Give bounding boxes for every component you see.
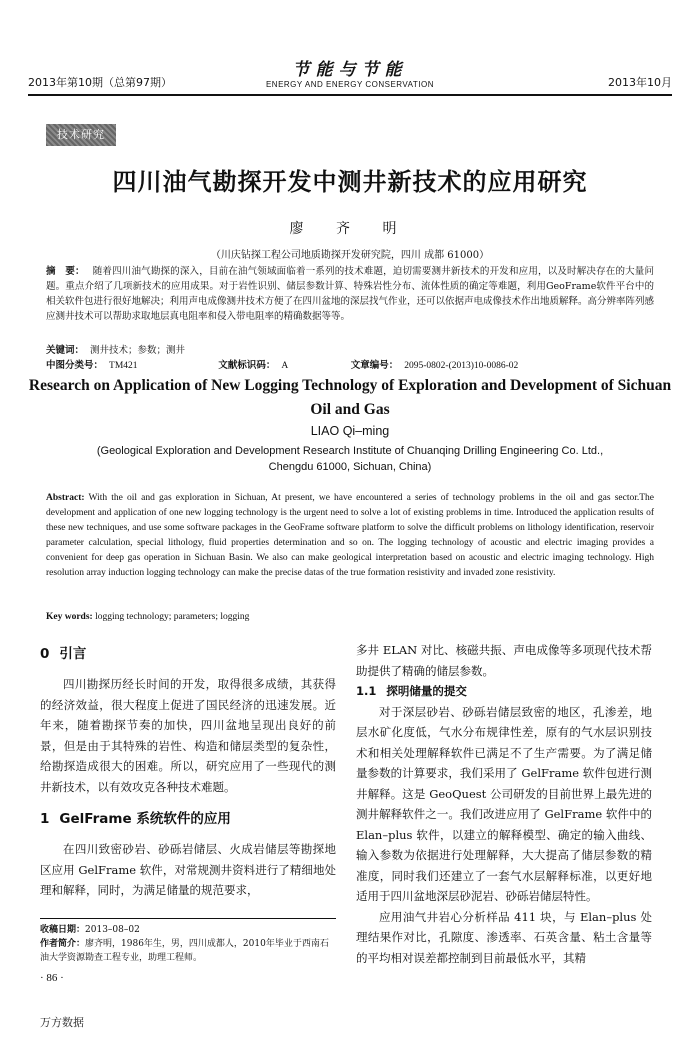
paper-title-cn: 四川油气勘探开发中测井新技术的应用研究 xyxy=(112,168,588,196)
abstract-cn xyxy=(46,264,654,324)
clc-value: TM421 xyxy=(109,361,138,371)
section-title: 引言 xyxy=(59,646,87,662)
author-en: LIAO Qi–ming xyxy=(310,424,390,438)
doc-code-value: A xyxy=(281,361,289,371)
article-no-value: 2095-0802-(2013)10-0086-02 xyxy=(404,361,519,371)
journal-title-en: ENERGY AND ENERGY CONSERVATION xyxy=(265,80,435,89)
body-column-right xyxy=(356,640,652,968)
watermark: 万方数据 xyxy=(40,1016,84,1029)
author-bio xyxy=(40,937,336,965)
received-label: 收稿日期： xyxy=(40,925,86,935)
paper-title-en: Research on Application of New Logging Technology of Exploration and Development of Sichuan Oil and Gas xyxy=(28,377,672,418)
abstract-en-text: With the oil and gas exploration in Sichuan, At present, we have encountered a series of technology problems in the oil and gas sector.The development and application of one new logging technology is the urgent need to solve a lot of existing problems in time. Introduced the application results of these new techniques, and use some software packages in the GeoFrame software platform to solve the difficult problems on lithology identification, reservoir parameter calculation, special lithology, fluid properties determination and so on. The logging technology of acoustic and electric imaging provides a convenient for deep gas operation in Sichuan Basin. We also can make geological interpretation based on acoustic and electric imaging technology. High resolution array induction logging technology can make the precise datas of the true formation resistivity and invaded zone resistivity. xyxy=(46,493,654,578)
issue-date: 2013年10月 xyxy=(608,76,672,89)
page-header xyxy=(28,60,672,96)
author-bio-label: 作者简介： xyxy=(40,939,86,949)
section-number: 0 xyxy=(40,646,50,662)
issue-info: 2013年第10期（总第97期） xyxy=(28,76,172,89)
doc-code-item xyxy=(218,357,348,371)
affiliation-en-line2: Chengdu 61000, Sichuan, China) xyxy=(268,461,432,473)
page-number: · 86 · xyxy=(40,972,64,984)
keywords-en-label: Key words: xyxy=(46,612,93,622)
keywords-cn xyxy=(46,342,185,356)
section-heading-geoframe xyxy=(40,809,336,829)
keywords-en-text: logging technology; parameters; logging xyxy=(95,612,250,622)
keywords-cn-text: 测井技术；参数；测井 xyxy=(90,345,186,356)
journal-masthead xyxy=(28,60,672,90)
article-no-item xyxy=(351,357,519,371)
classification-row xyxy=(46,357,646,371)
affiliation-cn: （川庆钻探工程公司地质勘探开发研究院，四川 成都 61000） xyxy=(210,250,490,261)
abstract-cn-text: 随着四川油气勘探的深入，目前在油气领域面临着一系列的技术难题，迫切需要测井新技术的开发和应用，以及时解决存在的大量问题。重点介绍了几项新技术的应用成果。对于岩性识别、储层参数计算、特殊岩性分布、流体性质的确定等难题，利用GeoFrame软件平台中的相关软件包进行很好地解决；利用声电成像测井技术方便了在四川盆地的深层找气作业，还可以依据声电成像技术作出地质解释。高分辨率阵列感应测井技术可以帮助求取地层真电阻率和侵入带电阻率的精确数据等等。 xyxy=(46,266,655,322)
section-tag: 技术研究 xyxy=(46,124,116,146)
subsection-number: 1.1 xyxy=(356,684,377,698)
affiliation-en-line1: (Geological Exploration and Development Research Institute of Chuanqing Drilling Engineering Co. Ltd., xyxy=(96,445,604,457)
author-cn: 廖 齐 明 xyxy=(289,221,411,237)
section-heading-intro xyxy=(40,644,336,664)
footnote xyxy=(40,918,336,965)
geoframe-paragraph: 在四川致密砂岩、砂砾岩储层、火成岩储层等勘探地区应用 GelFrame 软件，对常规测井资料进行了精细地处理和解释，同时，为满足储量的规范要求， xyxy=(40,842,336,897)
reserves-paragraph-1: 对于深层砂岩、砂砾岩储层致密的地区，孔渗差，地层水矿化度低，气水分布规律性差，原有的气水层识别技术和相关处理解释软件已满足不了生产需要。为了满足储量参数的计算要求，我们采用了 GelFrame 软件包进行测井解释。这是 GeoQuest 公司研发的目前世界上最先进的测井解释软件之一。我们改进应用了 GelFrame 软件中的 Elan–plus 软件，以建立的解释模型、确定的输入曲线、输入参数为依据进行处理解释，大大提高了储层参数的精准度，同时我们还建立了一套气水层解释标准，以更好地适用于四川盆地深层砂泥岩、砂砾岩储层特性。 xyxy=(356,704,652,903)
intro-paragraph: 四川勘探历经长时间的开发，取得很多成绩，其获得的经济效益，很大程度上促进了国民经济的迅速发展。近年来，随着勘探节奏的加快，四川盆地呈现出良好的前景，但是由于其特殊的岩性、构造和储层类型的复杂性，给勘探造成很大的困难。所以，研究应用了一些现代的测井新技术，以有效攻克各种技术难题。 xyxy=(40,677,336,794)
subsection-title: 探明储量的提交 xyxy=(386,684,467,698)
abstract-en-label: Abstract: xyxy=(46,493,85,503)
continued-paragraph: 多井 ELAN 对比、核磁共振、声电成像等多项现代技术帮助提供了精确的储层参数。 xyxy=(356,643,652,678)
article-no-label: 文章编号： xyxy=(350,360,399,371)
author-bio-text: 廖齐明，1986年生，男，四川成都人，2010年毕业于西南石油大学资源勘查工程专业，助理工程师。 xyxy=(40,939,329,963)
doc-code-label: 文献标识码： xyxy=(218,360,276,371)
journal-title-cn: 节能与节能 xyxy=(292,60,408,80)
reserves-paragraph-2: 应用油气井岩心分析样品 411 块，与 Elan–plus 处理结果作对比，孔隙度、渗透率、石英含量、粘土含量等的平均相对误差都控制到目前最低水平，其精 xyxy=(356,909,652,965)
section-number: 1 xyxy=(40,811,50,827)
keywords-en xyxy=(46,612,249,622)
received-date xyxy=(40,923,336,937)
affiliation-en xyxy=(40,443,660,475)
section-title: GelFrame 系统软件的应用 xyxy=(59,811,231,827)
abstract-en xyxy=(46,491,654,581)
received-value: 2013–08–02 xyxy=(85,925,140,935)
clc-label: 中图分类号： xyxy=(46,360,104,371)
keywords-cn-label: 关键词： xyxy=(46,345,85,356)
abstract-cn-label: 摘 要： xyxy=(46,266,85,277)
body-column-left xyxy=(40,640,336,901)
subsection-heading-reserves xyxy=(356,681,652,702)
clc-item xyxy=(46,357,216,371)
